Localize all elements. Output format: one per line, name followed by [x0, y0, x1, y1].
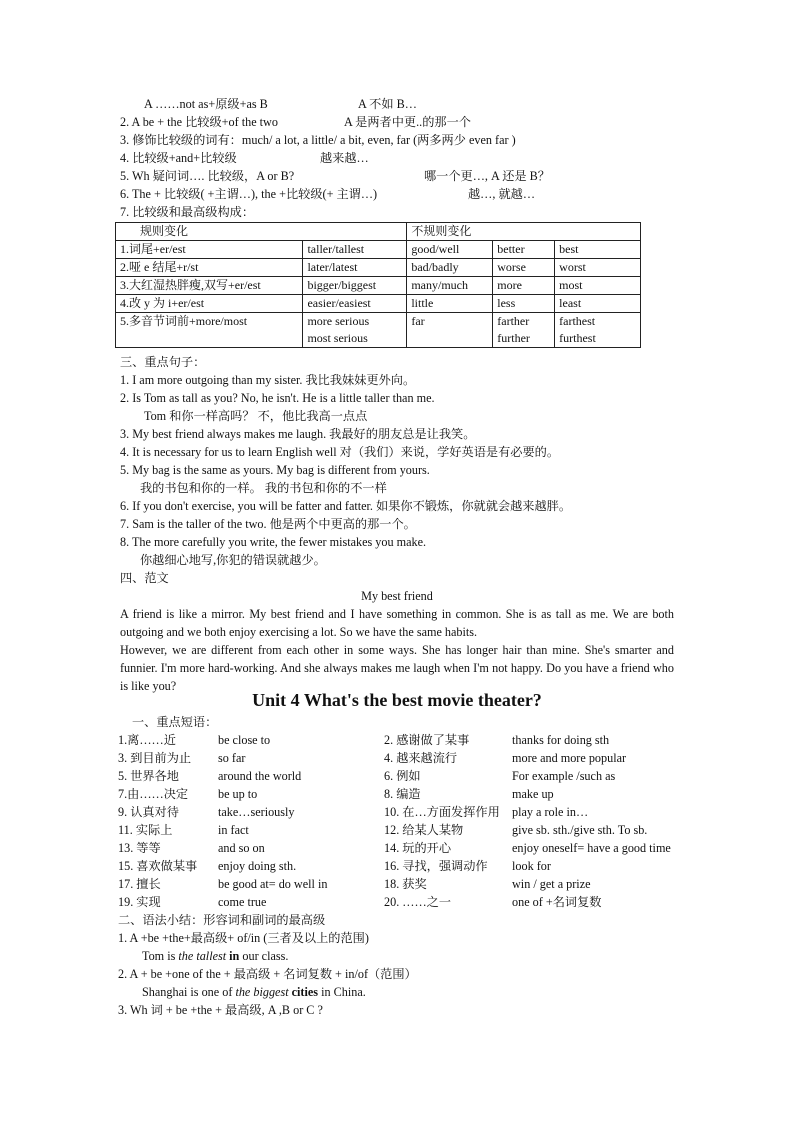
phrase-chinese: 13. 等等: [118, 841, 161, 855]
grammar-example: Shanghai is one of the biggest cities in China.: [142, 985, 366, 999]
phrase-english: be up to: [218, 787, 258, 801]
sentence-line: 2. Is Tom as tall as you? No, he isn't. He is a little taller than me.: [120, 391, 435, 405]
table-cell: least: [555, 295, 641, 313]
table-cell: easier/easiest: [303, 295, 407, 313]
sentence-line: 7. Sam is the taller of the two. 他是两个中更高的那一个。: [120, 517, 416, 531]
table-cell: 1.词尾+er/est: [116, 241, 303, 259]
phrase-english: and so on: [218, 841, 265, 855]
rule-line: 5. Wh 疑问词…. 比较级，A or B? 哪一个更…, A 还是 B？: [120, 169, 550, 183]
sentence-line: 我的书包和你的一样。 我的书包和你的不一样: [140, 481, 387, 495]
phrase-english: so far: [218, 751, 246, 765]
table-cell: taller/tallest: [303, 241, 407, 259]
table-row: [116, 313, 641, 348]
phrase-chinese: 3. 到目前为止: [118, 751, 192, 765]
table-cell: many/much: [407, 277, 493, 295]
sentence-line: 6. If you don't exercise, you will be fatter and fatter. 如果你不锻炼，你就就会越来越胖。: [120, 499, 572, 513]
section-heading: 一、重点短语：: [132, 715, 218, 729]
table-cell: far: [407, 313, 493, 348]
phrase-chinese: 11. 实际上: [118, 823, 173, 837]
sentence-line: 8. The more carefully you write, the fewer mistakes you make.: [120, 535, 427, 549]
essay-paragraph: However, we are different from each other in some ways. She has longer hair than mine. She's smarter and funnier. I'm more hard-working. And she always makes me laugh when I'm not happy. Do you have a friend who is like you?: [120, 643, 674, 693]
table-cell: little: [407, 295, 493, 313]
phrase-chinese: 18. 获奖: [384, 877, 427, 891]
table-cell: worst: [555, 259, 641, 277]
grammar-rule: 1. A +be +the+最高级+ of/in (三者及以上的范围): [118, 931, 369, 945]
rule-line: 3. 修饰比较级的词有：much/ a lot, a little/ a bit, even, far (两多两少 even far ): [120, 133, 516, 147]
table-row: [116, 277, 641, 295]
phrase-chinese: 7.由……决定: [118, 787, 189, 801]
phrase-chinese: 14. 玩的开心: [384, 841, 452, 855]
phrase-chinese: 1.离……近: [118, 733, 176, 747]
table-row: [116, 259, 641, 277]
phrase-english: be close to: [218, 733, 271, 747]
phrase-chinese: 9. 认真对待: [118, 805, 179, 819]
sentence-line: 4. It is necessary for us to learn English well 对（我们）来说，学好英语是有必要的。: [120, 445, 560, 459]
table-cell: best: [555, 241, 641, 259]
section-heading: 二、语法小结：形容词和副词的最高级: [118, 913, 326, 927]
phrase-chinese: 5. 世界各地: [118, 769, 179, 783]
comparative-forms-table: [115, 222, 641, 348]
table-cell: most: [555, 277, 641, 295]
phrase-english: enjoy doing sth.: [218, 859, 297, 873]
essay-title: My best friend: [361, 589, 433, 603]
phrase-english: For example /such as: [512, 769, 616, 783]
phrase-english: make up: [512, 787, 554, 801]
phrase-english: win / get a prize: [512, 877, 591, 891]
grammar-rule: 3. Wh 词 + be +the + 最高级, A ,B or C ?: [118, 1003, 323, 1017]
phrase-chinese: 19. 实现: [118, 895, 161, 909]
section-heading: 四、范文: [120, 571, 169, 585]
table-cell: 5.多音节词前+more/most: [116, 313, 303, 348]
sentence-line: 3. My best friend always makes me laugh. 我最好的朋友总是让我笑。: [120, 427, 476, 441]
rule-line: 6. The + 比较级( +主谓…), the +比较级(+ 主谓…) 越…, 就越…: [120, 187, 536, 201]
sentence-line: 5. My bag is the same as yours. My bag is different from yours.: [120, 463, 430, 477]
phrase-english: give sb. sth./give sth. To sb.: [512, 823, 648, 837]
grammar-example: Tom is the tallest in our class.: [142, 949, 289, 963]
table-cell: 4.改 y 为 i+er/est: [116, 295, 303, 313]
sentence-line: 你越细心地写,你犯的错误就越少。: [140, 553, 326, 567]
phrase-english: be good at= do well in: [218, 877, 328, 891]
phrase-english: more and more popular: [512, 751, 627, 765]
section-heading: 三、重点句子：: [120, 355, 206, 369]
table-cell: 3.大红湿热胖瘦,双写+er/est: [116, 277, 303, 295]
table-row: [116, 295, 641, 313]
table-cell: farthest furthest: [555, 313, 641, 348]
table-header-row: [116, 223, 641, 241]
table-cell: better: [493, 241, 555, 259]
phrase-chinese: 6. 例如: [384, 769, 421, 783]
unit-title: Unit 4 What's the best movie theater?: [252, 690, 542, 710]
phrase-chinese: 16. 寻找，强调动作: [384, 859, 488, 873]
phrase-chinese: 20. ……之一: [384, 895, 452, 909]
phrase-english: thanks for doing sth: [512, 733, 610, 747]
table-header-cell: 规则变化: [116, 223, 407, 241]
phrase-chinese: 4. 越来越流行: [384, 751, 458, 765]
table-row: [116, 241, 641, 259]
table-header-cell: 不规则变化: [407, 223, 641, 241]
table-cell: bigger/biggest: [303, 277, 407, 295]
rule-line: 2. A be + the 比较级+of the two A 是两者中更..的那一个: [120, 115, 471, 129]
table-cell: farther further: [493, 313, 555, 348]
sentence-line: 1. I am more outgoing than my sister. 我比我妹妹更外向。: [120, 373, 416, 387]
table-cell: worse: [493, 259, 555, 277]
phrase-chinese: 8. 编造: [384, 787, 421, 801]
sentence-line: Tom 和你一样高吗？ 不，他比我高一点点: [144, 409, 368, 423]
phrase-english: play a role in…: [512, 805, 589, 819]
table-cell: more: [493, 277, 555, 295]
table-cell: more serious most serious: [303, 313, 407, 348]
phrase-chinese: 10. 在…方面发挥作用: [384, 805, 500, 819]
phrase-english: in fact: [218, 823, 249, 837]
phrase-chinese: 2. 感谢做了某事: [384, 733, 470, 747]
table-cell: later/latest: [303, 259, 407, 277]
phrase-chinese: 12. 给某人某物: [384, 823, 464, 837]
rule-line: 7. 比较级和最高级构成：: [120, 205, 255, 219]
essay-paragraph: A friend is like a mirror. My best friend and I have something in common. She is as tall as me. We are both outgoing and we both enjoy exercising a lot. So we have the same habits.: [120, 607, 674, 639]
phrase-english: look for: [512, 859, 551, 873]
phrase-chinese: 17. 擅长: [118, 877, 161, 891]
phrase-chinese: 15. 喜欢做某事: [118, 859, 198, 873]
phrase-english: come true: [218, 895, 267, 909]
phrase-english: enjoy oneself= have a good time: [512, 841, 671, 855]
table-cell: 2.哑 e 结尾+r/st: [116, 259, 303, 277]
rule-line: 4. 比较级+and+比较级 越来越…: [120, 151, 369, 165]
table-cell: less: [493, 295, 555, 313]
table-cell: good/well: [407, 241, 493, 259]
rule-line: A ……not as+原级+as B A 不如 B…: [144, 97, 417, 111]
grammar-rule: 2. A + be +one of the + 最高级 + 名词复数 + in/of（范围）: [118, 967, 417, 981]
table-cell: bad/badly: [407, 259, 493, 277]
phrase-english: one of +名词复数: [512, 895, 602, 909]
phrase-english: take…seriously: [218, 805, 295, 819]
phrase-english: around the world: [218, 769, 302, 783]
